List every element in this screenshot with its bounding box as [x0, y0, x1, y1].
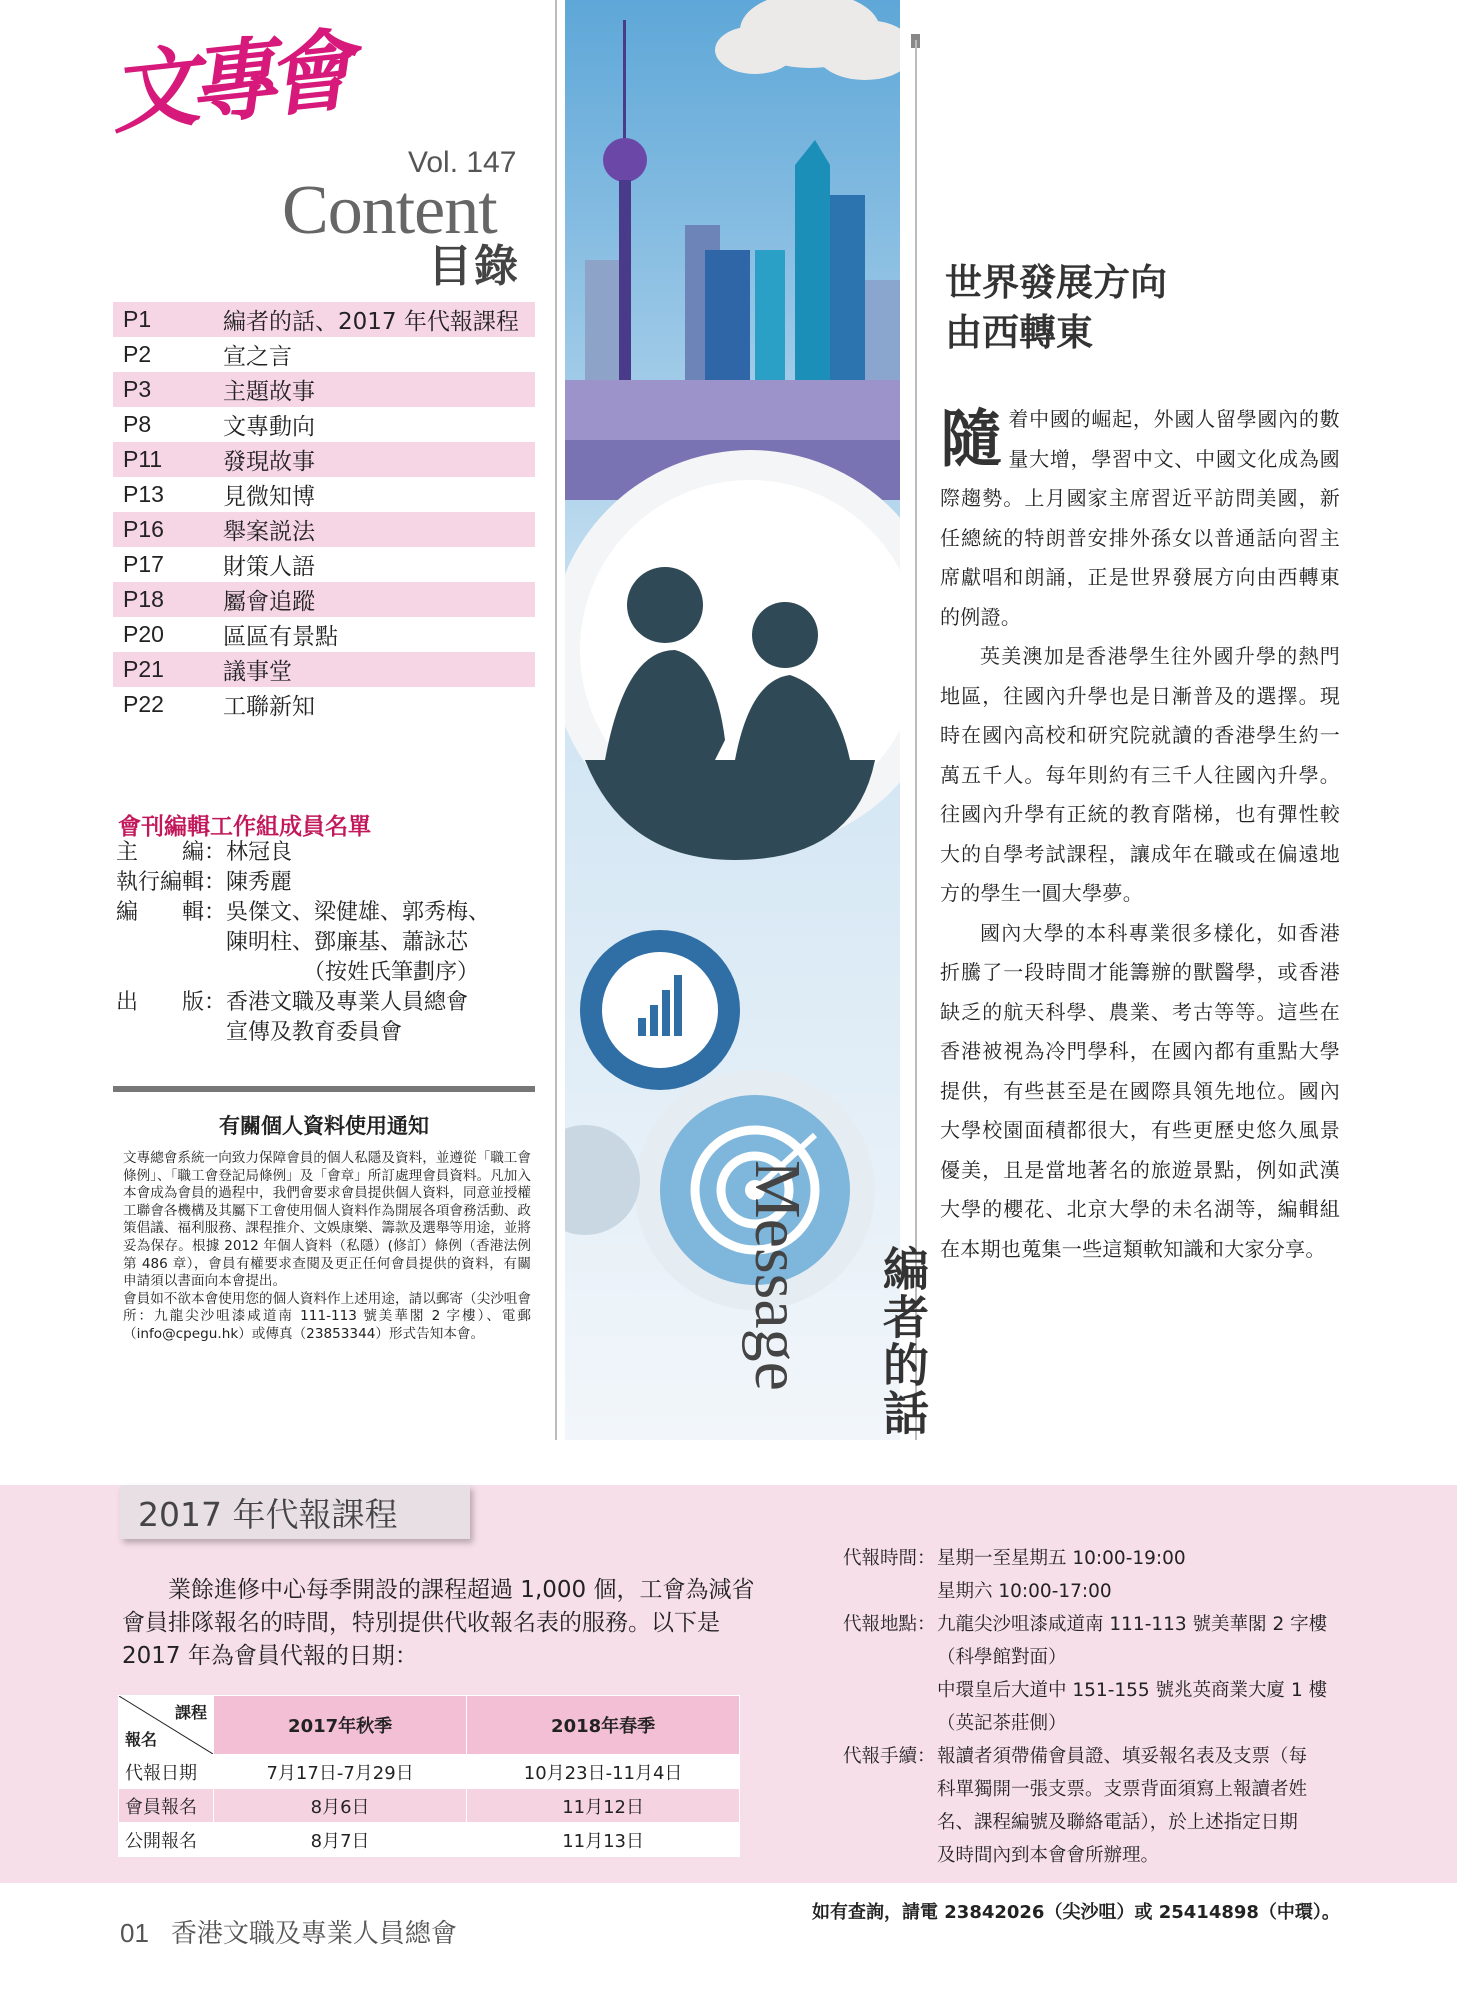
- table-row-label: 公開報名: [119, 1823, 214, 1857]
- toc-item[interactable]: [113, 512, 535, 547]
- contents-heading-chinese: 目錄: [428, 241, 520, 292]
- team-row: [116, 868, 490, 898]
- team-row: [116, 898, 490, 928]
- toc-title: 屬會追蹤: [223, 589, 315, 615]
- toc-item[interactable]: [113, 687, 535, 722]
- article-title-line: 由西轉東: [945, 311, 1093, 354]
- page-footer: [120, 1913, 457, 1950]
- team-names: 陳秀麗: [226, 870, 293, 895]
- toc-item[interactable]: [113, 582, 535, 617]
- privacy-paragraph: 文專總會系統一向致力保障會員的個人私隱及資料，並遵從「職工會條例」、「職工會登記局條例」及「會章」所訂處理會員資料。凡加入本會成為會員的過程中，我們會要求會員提供個人資料，同意並授權工聯會各機構及其屬下工會使用個人資料作為開展各項會務活動、政策倡議、福利服務、課程推介、文娛康樂、籌款及選舉等用途，並將妥為保存。根據 2012 年個人資料（私隱）(修訂）條例（香港法例第 486 章），會員有權要求查閱及更正任何會員提供的資料，有關申請須以書面向本會提出。: [123, 1150, 531, 1290]
- privacy-notice-body: [123, 1150, 531, 1344]
- info-line: 星期一至星期五 10:00-19:00: [937, 1548, 1186, 1569]
- team-row: [116, 838, 490, 868]
- toc-title: 舉案説法: [223, 519, 315, 545]
- toc-item[interactable]: [113, 337, 535, 372]
- team-names: 吳傑文、梁健雄、郭秀梅、: [226, 900, 491, 925]
- corner-label-registration: 報名: [125, 1730, 158, 1749]
- toc-title: 見微知博: [223, 484, 315, 510]
- info-label: 代報地點：: [843, 1614, 936, 1635]
- drop-cap: 隨: [940, 402, 1003, 475]
- column-divider: [555, 0, 557, 1440]
- team-names: 林冠良: [226, 840, 293, 865]
- toc-item[interactable]: [113, 302, 535, 337]
- team-names: 陳明柱、鄧廉基、蕭詠芯: [226, 930, 469, 955]
- registration-info: [843, 1542, 1343, 1872]
- page-number: 01: [120, 1918, 149, 1948]
- team-role: 出 版：: [116, 990, 227, 1015]
- table-cell: 11月12日: [467, 1789, 740, 1823]
- team-names: 宣傳及教育委員會: [226, 1020, 403, 1045]
- toc-page: P3: [123, 376, 152, 402]
- toc-title: 編者的話、2017 年代報課程: [223, 309, 519, 335]
- info-line: 報讀者須帶備會員證、填妥報名表及支票（每: [937, 1746, 1308, 1767]
- toc-title: 宣之言: [223, 344, 292, 370]
- info-line: 中環皇后大道中 151-155 號兆英商業大廈 1 樓: [937, 1680, 1328, 1701]
- privacy-notice-title: 有關個人資料使用通知: [219, 1114, 429, 1138]
- article-body: [940, 400, 1340, 1269]
- toc-page: P17: [123, 551, 164, 577]
- table-column-header: 2018年春季: [467, 1696, 740, 1755]
- team-role: [116, 958, 226, 988]
- info-lines: [937, 1608, 1327, 1740]
- info-line: 科單獨開一張支票。支票背面須寫上報讀者姓: [937, 1779, 1308, 1800]
- toc-page: P16: [123, 516, 164, 542]
- info-lines: [937, 1542, 1186, 1608]
- toc-title: 主題故事: [223, 379, 315, 405]
- info-line: 九龍尖沙咀漆咸道南 111-113 號美華閣 2 字樓: [937, 1614, 1328, 1635]
- table-row: [119, 1789, 740, 1823]
- team-role: 主 編：: [116, 840, 227, 865]
- toc-page: P13: [123, 481, 164, 507]
- content-heading: Content: [282, 172, 497, 249]
- table-column-header: 2017年秋季: [214, 1696, 467, 1755]
- team-role: [116, 1018, 226, 1048]
- magazine-logo: [105, 18, 410, 180]
- toc-item[interactable]: [113, 652, 535, 687]
- table-row-label: 會員報名: [119, 1789, 214, 1823]
- info-line: （科學館對面）: [937, 1647, 1067, 1668]
- toc-title: 區區有景點: [223, 624, 338, 650]
- toc-item[interactable]: [113, 442, 535, 477]
- article-title-line: 世界發展方向: [945, 261, 1167, 304]
- editorial-team-title: 會刊編輯工作組成員名單: [118, 814, 371, 840]
- message-vertical-label: Message: [741, 1160, 814, 1391]
- team-role: [116, 928, 226, 958]
- info-line: 星期六 10:00-17:00: [937, 1581, 1112, 1602]
- info-line: （英記茶莊側）: [937, 1713, 1067, 1734]
- toc-page: P8: [123, 411, 152, 437]
- team-names: 香港文職及專業人員總會: [226, 990, 469, 1015]
- info-lines: [937, 1740, 1307, 1872]
- info-row-time: [843, 1542, 1343, 1608]
- logo-text: 文專會: [105, 18, 349, 146]
- section-divider: [113, 1086, 535, 1092]
- table-header-row: [119, 1696, 740, 1755]
- editorial-team-list: [116, 838, 490, 1048]
- info-label: 代報時間：: [843, 1548, 936, 1569]
- toc-item[interactable]: [113, 372, 535, 407]
- toc-title: 財策人語: [223, 554, 315, 580]
- table-row: [119, 1823, 740, 1857]
- article-paragraph-text: 着中國的崛起，外國人留學國內的數量大增，學習中文、中國文化成為國際趨勢。上月國家主席習近平訪問美國，新任總統的特朗普安排外孫女以普通話向習主席獻唱和朗誦，正是世界發展方向由西轉東的例證。: [940, 407, 1340, 629]
- chart-gear-icon: [580, 930, 740, 1090]
- toc-item[interactable]: [113, 477, 535, 512]
- article-paragraph: 英美澳加是香港學生往外國升學的熱門地區，往國內升學也是日漸普及的選擇。現時在國內高校和研究院就讀的香港學生約一萬五千人。每年則約有三千人往國內升學。往國內升學有正統的教育階梯，也有彈性較大的自學考試課程，讓成年在職或在偏遠地方的學生一圓大學夢。: [940, 644, 1340, 905]
- toc-page: P11: [123, 446, 163, 472]
- toc-page: P21: [123, 656, 164, 682]
- info-label: 代報手續：: [843, 1746, 936, 1767]
- table-of-contents: [113, 302, 535, 722]
- toc-title: 議事堂: [223, 659, 292, 685]
- team-row: [116, 958, 490, 988]
- team-names: （按姓氏筆劃序）: [226, 960, 480, 985]
- table-cell: 11月13日: [467, 1823, 740, 1857]
- privacy-paragraph: 會員如不欲本會使用您的個人資料作上述用途，請以郵寄（尖沙咀會所：九龍尖沙咀漆咸道南 111-113 號美華閣 2 字樓）、電郵（info@cpegu.hk）或傳真（23853344）形式告知本會。: [123, 1290, 531, 1342]
- info-line: 及時間內到本會會所辦理。: [937, 1845, 1160, 1866]
- article-paragraph: [940, 400, 1340, 637]
- toc-page: P20: [123, 621, 164, 647]
- table-row-label: 代報日期: [119, 1755, 214, 1789]
- toc-item[interactable]: [113, 407, 535, 442]
- table-cell: 8月6日: [214, 1789, 467, 1823]
- contact-line: 如有查詢，請電 23842026（尖沙咀）或 25414898（中環）。: [812, 1902, 1340, 1923]
- table-cell: 10月23日-11月4日: [467, 1755, 740, 1789]
- toc-item[interactable]: [113, 617, 535, 652]
- table-cell: 7月17日-7月29日: [214, 1755, 467, 1789]
- team-role: 執行編輯：: [116, 870, 227, 895]
- toc-title: 文專動向: [223, 414, 315, 440]
- article-paragraph: 國內大學的本科專業很多樣化，如香港折騰了一段時間才能籌辦的獸醫學，或香港缺乏的航天科學、農業、考古等等。這些在香港被視為冷門學科，在國內都有重點大學提供，有些甚至是在國際具領先地位。國內大學校園面積都很大，有些更歷史悠久風景優美，且是當地著名的旅遊景點，例如武漢大學的櫻花、北京大學的未名湖等，編輯組在本期也蒐集一些這類軟知識和大家分享。: [940, 920, 1340, 1261]
- corner-label-course: 課程: [174, 1703, 207, 1722]
- course-section-title: 2017 年代報課程: [120, 1485, 470, 1539]
- toc-title: 發現故事: [223, 449, 315, 475]
- article-title: [945, 258, 1167, 358]
- toc-title: 工聯新知: [223, 694, 315, 720]
- info-row-place: [843, 1608, 1343, 1740]
- toc-item[interactable]: [113, 547, 535, 582]
- team-row: [116, 928, 490, 958]
- team-role: 編 輯：: [116, 900, 227, 925]
- team-row: [116, 1018, 490, 1048]
- footer-org-name: 香港文職及專業人員總會: [170, 1919, 457, 1949]
- table-row: [119, 1755, 740, 1789]
- course-schedule-table: [118, 1695, 740, 1857]
- course-intro: [122, 1574, 762, 1673]
- course-intro-text: 業餘進修中心每季開設的課程超過 1,000 個，工會為減省會員排隊報名的時間，特別提供代收報名表的服務。以下是 2017 年為會員代報的日期：: [122, 1577, 755, 1669]
- toc-page: P2: [123, 341, 152, 367]
- toc-page: P1: [123, 306, 152, 332]
- toc-page: P22: [123, 691, 164, 717]
- info-row-procedure: [843, 1740, 1343, 1872]
- volume-label: Vol. 147: [408, 146, 517, 179]
- team-row: [116, 988, 490, 1018]
- skyline-gears-illustration: [565, 0, 900, 1440]
- column-divider: [915, 40, 917, 1440]
- table-cell: 8月7日: [214, 1823, 467, 1857]
- table-corner-cell: [119, 1696, 214, 1755]
- info-line: 名、課程編號及聯絡電話），於上述指定日期: [937, 1812, 1298, 1833]
- editor-note-vertical-label: 編者的話: [876, 1245, 930, 1437]
- toc-page: P18: [123, 586, 164, 612]
